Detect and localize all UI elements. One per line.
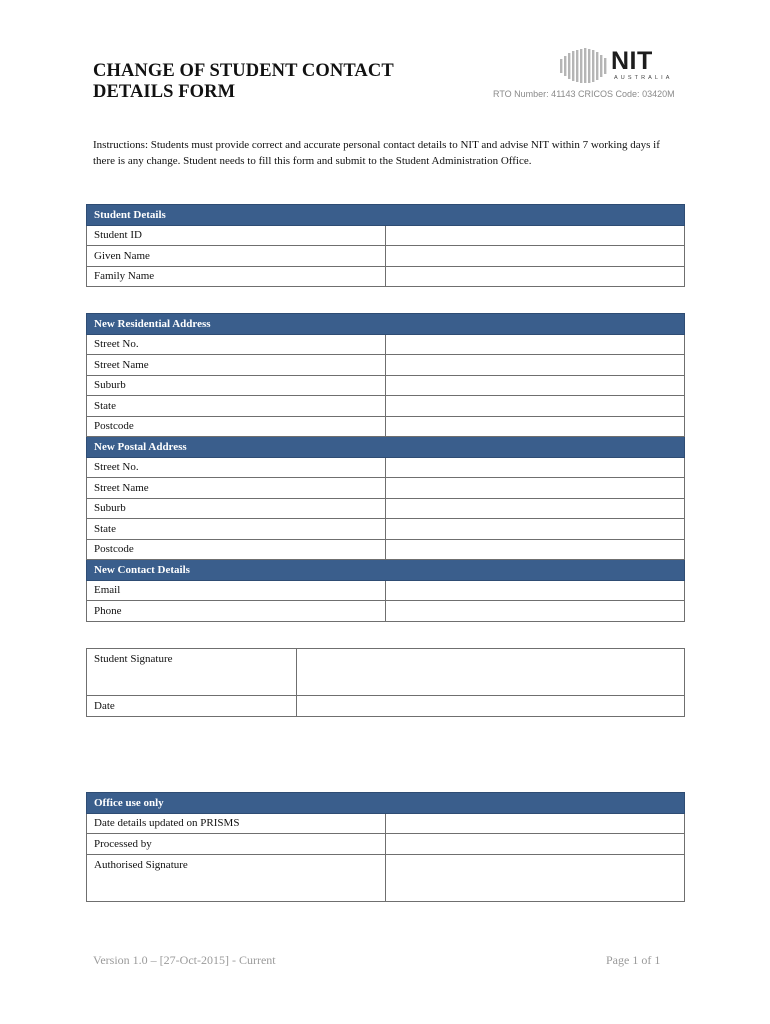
field-label-student-id: Student ID <box>87 225 386 246</box>
field-label-student-signature: Student Signature <box>87 649 297 696</box>
address-contact-table <box>86 313 685 622</box>
authorised-signature-input[interactable] <box>386 854 685 901</box>
res-postcode-input[interactable] <box>386 416 685 437</box>
section-heading-contact-details: New Contact Details <box>87 560 685 581</box>
email-input[interactable] <box>386 580 685 601</box>
section-heading-office-use: Office use only <box>87 793 685 814</box>
field-label-email: Email <box>87 580 386 601</box>
postal-postcode-input[interactable] <box>386 539 685 560</box>
page-number: Page 1 of 1 <box>606 953 661 967</box>
form-title <box>93 61 394 103</box>
form-title-line2: DETAILS FORM <box>93 82 236 102</box>
field-label-postal-street-no: Street No. <box>87 457 386 478</box>
res-street-no-input[interactable] <box>386 334 685 355</box>
version-footer: Version 1.0 – [27-Oct-2015] - Current <box>93 953 276 967</box>
form-title-line1: CHANGE OF STUDENT CONTACT <box>93 61 394 81</box>
instructions-text: Instructions: Students must provide correct and accurate personal contact details to NIT and advise NIT within 7 working days if there is any change. Student needs to fill this form and submit to the Student Administration Office. <box>93 139 660 167</box>
field-label-res-suburb: Suburb <box>87 375 386 396</box>
student-signature-input[interactable] <box>297 649 685 696</box>
office-use-table <box>86 792 685 902</box>
field-label-authorised-signature: Authorised Signature <box>87 854 386 901</box>
processed-by-input[interactable] <box>386 834 685 855</box>
field-label-processed-by: Processed by <box>87 834 386 855</box>
field-label-postal-street-name: Street Name <box>87 478 386 499</box>
section-heading-student-details: Student Details <box>87 205 685 226</box>
res-state-input[interactable] <box>386 396 685 417</box>
family-name-input[interactable] <box>386 266 685 287</box>
date-input[interactable] <box>297 696 685 717</box>
date-prisms-input[interactable] <box>386 813 685 834</box>
section-heading-residential-address: New Residential Address <box>87 314 685 335</box>
field-label-date-prisms: Date details updated on PRISMS <box>87 813 386 834</box>
postal-street-name-input[interactable] <box>386 478 685 499</box>
res-street-name-input[interactable] <box>386 355 685 376</box>
postal-suburb-input[interactable] <box>386 498 685 519</box>
field-label-phone: Phone <box>87 601 386 622</box>
field-label-family-name: Family Name <box>87 266 386 287</box>
field-label-res-state: State <box>87 396 386 417</box>
field-label-postal-state: State <box>87 519 386 540</box>
field-label-res-postcode: Postcode <box>87 416 386 437</box>
student-details-table <box>86 204 685 287</box>
section-heading-postal-address: New Postal Address <box>87 437 685 458</box>
field-label-postal-postcode: Postcode <box>87 539 386 560</box>
nit-logo-text: NIT <box>611 47 653 75</box>
res-suburb-input[interactable] <box>386 375 685 396</box>
field-label-given-name: Given Name <box>87 246 386 267</box>
rto-cricos-info: RTO Number: 41143 CRICOS Code: 03420M <box>493 89 675 99</box>
field-label-date: Date <box>87 696 297 717</box>
phone-input[interactable] <box>386 601 685 622</box>
student-id-input[interactable] <box>386 225 685 246</box>
field-label-res-street-no: Street No. <box>87 334 386 355</box>
nit-logo-subtext: AUSTRALIA <box>614 75 673 81</box>
given-name-input[interactable] <box>386 246 685 267</box>
signature-table <box>86 648 685 717</box>
field-label-res-street-name: Street Name <box>87 355 386 376</box>
postal-state-input[interactable] <box>386 519 685 540</box>
field-label-postal-suburb: Suburb <box>87 498 386 519</box>
postal-street-no-input[interactable] <box>386 457 685 478</box>
